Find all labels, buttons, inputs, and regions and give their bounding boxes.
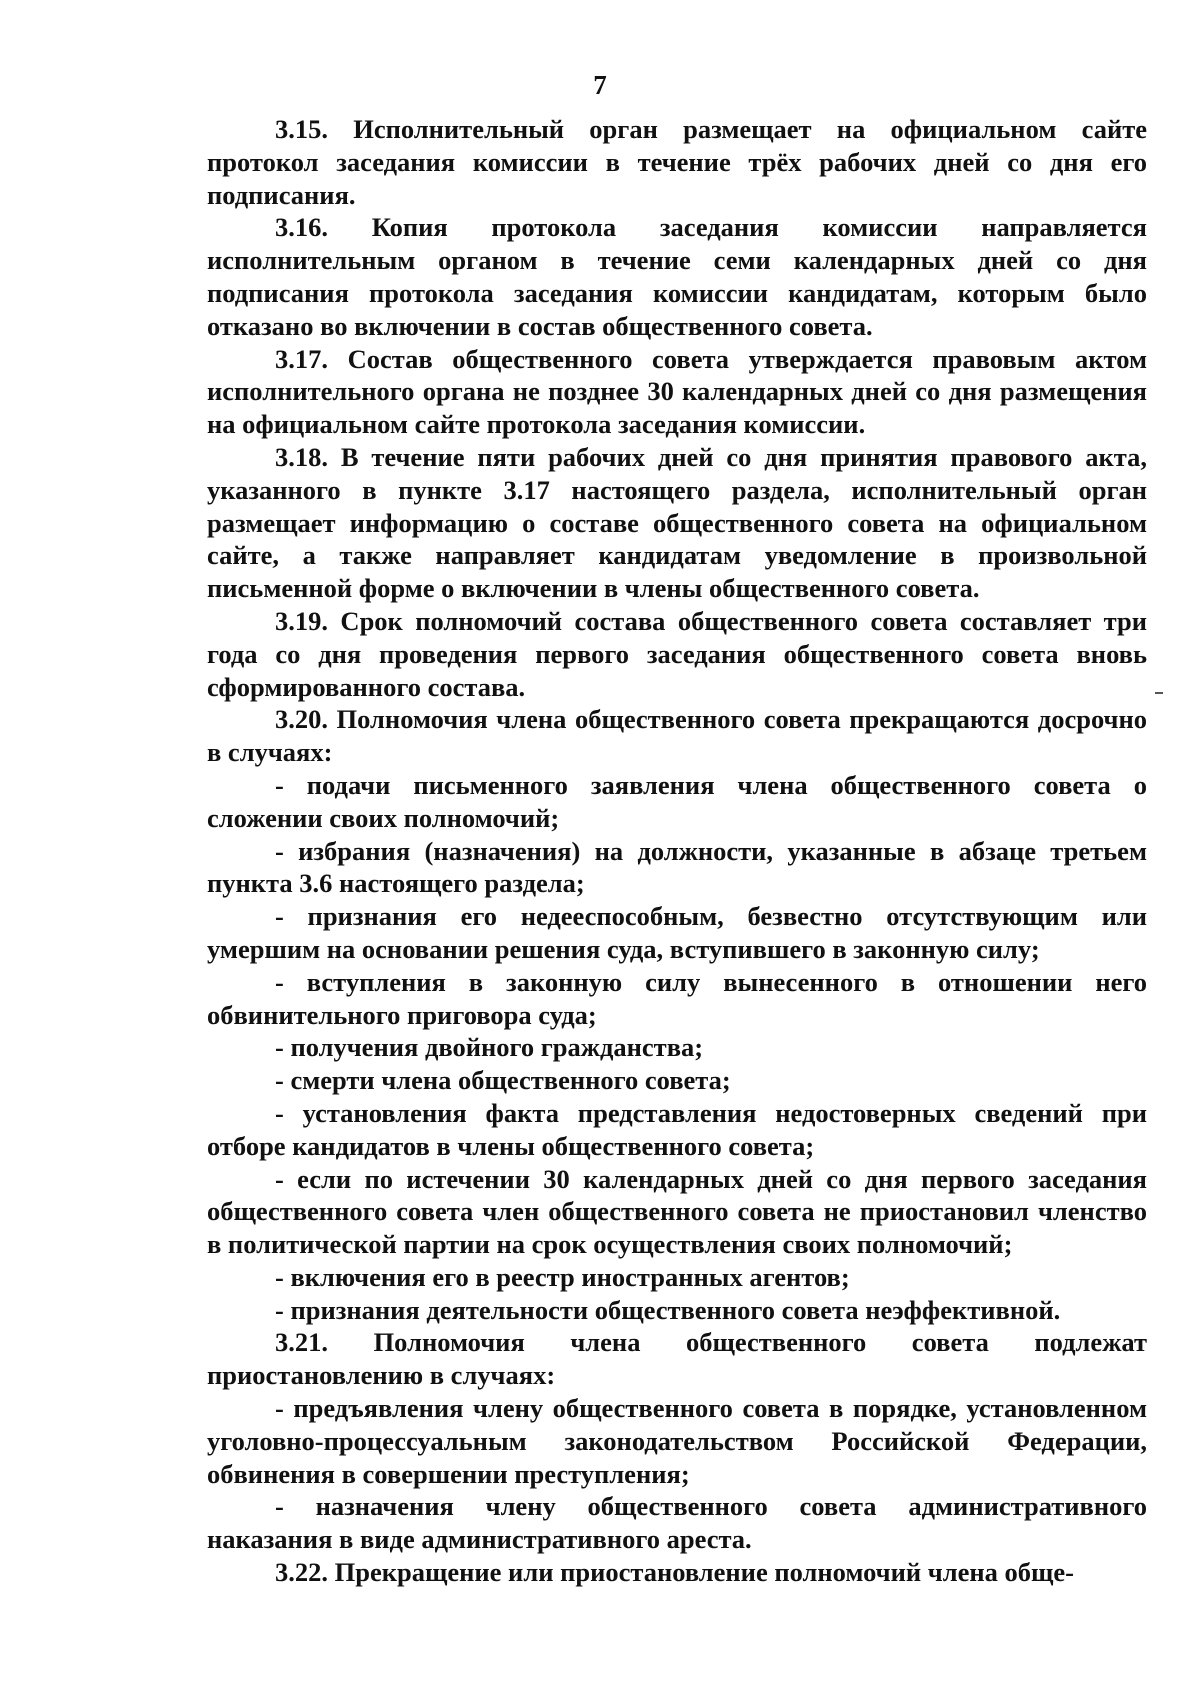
paragraph-3-19: 3.19. Срок полномочий состава общественного совета составляет три года со дня проведения первого заседания общественного совета вновь сформированного состава. xyxy=(207,605,1147,702)
list-item: - установления факта представления недостоверных сведений при отборе кандидатов в члены общественного совета; xyxy=(207,1097,1147,1161)
document-body xyxy=(207,113,1147,1589)
paragraph-3-16: 3.16. Копия протокола заседания комиссии направляется исполнительным органом в течение семи календарных дней со дня подписания протокола заседания комиссии кандидатам, которым было отказано во включении в состав общественного совета. xyxy=(207,212,1147,341)
paragraph-3-15: 3.15. Исполнительный орган размещает на официальном сайте протокол заседания комиссии в течение трёх рабочих дней со дня его подписания. xyxy=(207,114,1147,210)
list-item: - избрания (назначения) на должности, указанные в абзаце третьем пункта 3.6 настоящего раздела; xyxy=(207,835,1147,899)
paragraph-3-21: 3.21. Полномочия члена общественного совета подлежат приостановлению в случаях: xyxy=(207,1327,1147,1391)
paragraph-3-17: 3.17. Состав общественного совета утверждается правовым актом исполнительного органа не позднее 30 календарных дней со дня размещения на официальном сайте протокола заседания комиссии. xyxy=(207,343,1147,440)
list-item: - смерти члена общественного совета; xyxy=(275,1065,731,1096)
list-item: - признания деятельности общественного совета неэффективной. xyxy=(275,1294,1061,1325)
paragraph-3-22: 3.22. Прекращение или приостановление полномочий члена обще- xyxy=(275,1557,1074,1588)
paragraph-3-18: 3.18. В течение пяти рабочих дней со дня принятия правового акта, указанного в пункте 3.17 настоящего раздела, исполнительный орган размещает информацию о составе общественного совета на официальном сайте, а также направляет кандидатам уведомление в произвольной письменной форме о включении в члены общественного совета. xyxy=(207,441,1147,604)
list-item: - если по истечении 30 календарных дней со дня первого заседания общественного совета член общественного совета не приостановил членство в политической партии на срок осуществления своих полномочий; xyxy=(207,1163,1147,1260)
list-item: - вступления в законную силу вынесенного в отношении него обвинительного приговора суда; xyxy=(207,966,1147,1030)
scan-mark xyxy=(1155,692,1163,694)
list-item: - включения его в реестр иностранных агентов; xyxy=(275,1261,850,1292)
list-item: - предъявления члену общественного совета в порядке, установленном уголовно-процессуальным законодательством Российской Федерации, обвинения в совершении преступления; xyxy=(207,1393,1147,1489)
paragraph-3-20: 3.20. Полномочия члена общественного совета прекращаются досрочно в случаях: xyxy=(207,704,1147,768)
list-item: - признания его недееспособным, безвестно отсутствующим или умершим на основании решения суда, вступившего в законную силу; xyxy=(207,901,1147,964)
list-item: - получения двойного гражданства; xyxy=(275,1032,704,1063)
list-item: - подачи письменного заявления члена общественного совета о сложении своих полномочий; xyxy=(207,769,1147,833)
page-number: 7 xyxy=(593,70,607,100)
list-item: - назначения члену общественного совета административного наказания в виде административного ареста. xyxy=(207,1491,1147,1555)
